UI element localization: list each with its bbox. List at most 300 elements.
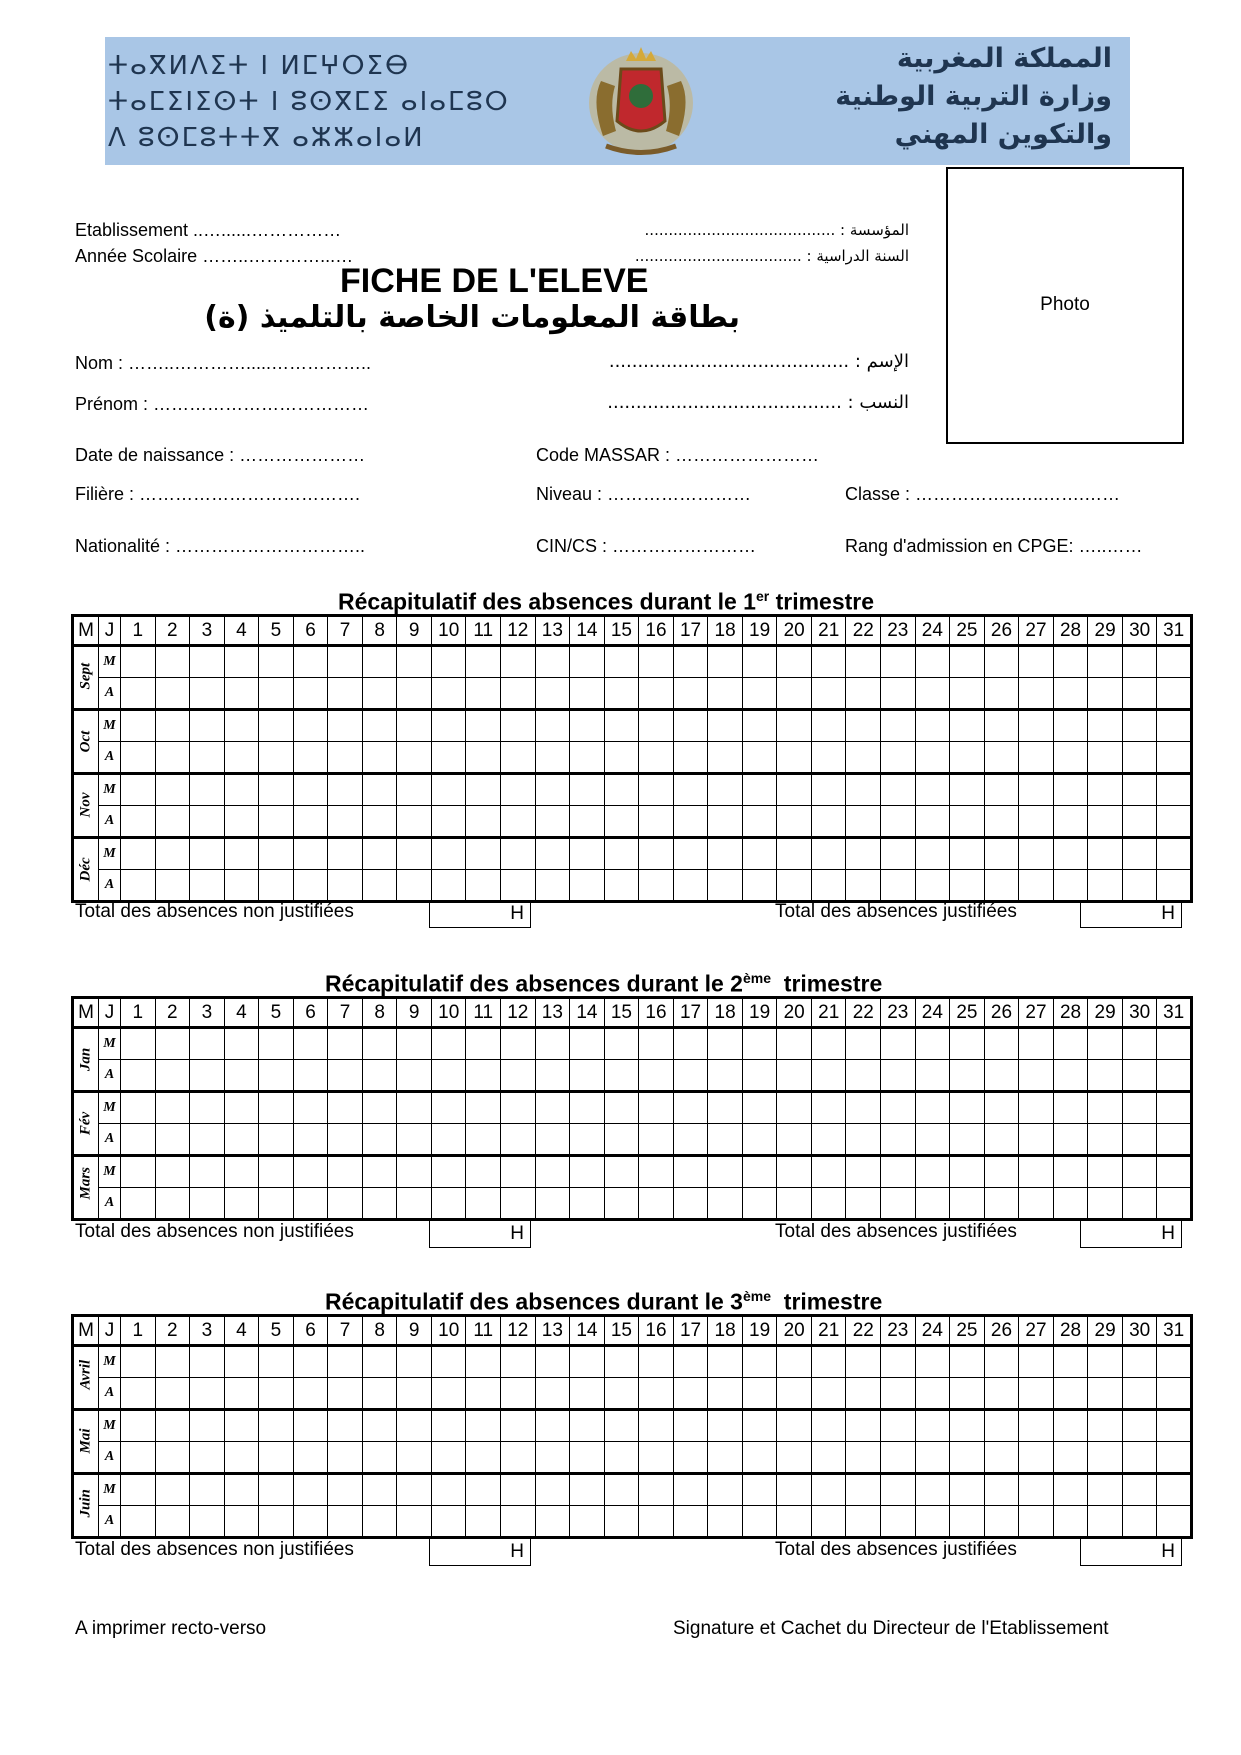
absence-cell[interactable] [362,678,397,710]
absence-cell[interactable] [121,1506,156,1538]
absence-cell[interactable] [604,1410,639,1442]
absence-cell[interactable] [673,742,708,774]
absence-cell[interactable] [639,1028,674,1060]
absence-cell[interactable] [950,1410,985,1442]
absence-cell[interactable] [639,1410,674,1442]
absence-cell[interactable] [1088,1410,1123,1442]
absence-cell[interactable] [466,806,501,838]
absence-cell[interactable] [501,710,536,742]
absence-cell[interactable] [328,1346,363,1378]
absence-cell[interactable] [466,1092,501,1124]
absence-cell[interactable] [604,1442,639,1474]
absence-cell[interactable] [811,1060,846,1092]
absence-cell[interactable] [915,1506,950,1538]
absence-cell[interactable] [121,1474,156,1506]
absence-cell[interactable] [708,870,743,902]
absence-cell[interactable] [1019,806,1054,838]
absence-cell[interactable] [673,774,708,806]
absence-cell[interactable] [881,646,916,678]
absence-cell[interactable] [846,742,881,774]
absence-cell[interactable] [570,870,605,902]
absence-cell[interactable] [742,806,777,838]
absence-cell[interactable] [259,1092,294,1124]
absence-cell[interactable] [535,1506,570,1538]
absence-cell[interactable] [501,1028,536,1060]
absence-cell[interactable] [1122,1506,1157,1538]
absence-cell[interactable] [431,1028,466,1060]
absence-cell[interactable] [846,806,881,838]
absence-cell[interactable] [535,1188,570,1220]
absence-cell[interactable] [984,1442,1019,1474]
absence-cell[interactable] [984,1410,1019,1442]
absence-cell[interactable] [466,1506,501,1538]
absence-cell[interactable] [881,838,916,870]
absence-cell[interactable] [293,1442,328,1474]
absence-cell[interactable] [984,1156,1019,1188]
absence-cell[interactable] [915,1060,950,1092]
absence-cell[interactable] [362,1378,397,1410]
absence-cell[interactable] [190,710,225,742]
absence-cell[interactable] [121,774,156,806]
absence-cell[interactable] [362,806,397,838]
absence-cell[interactable] [501,646,536,678]
absence-cell[interactable] [673,1410,708,1442]
absence-cell[interactable] [639,1124,674,1156]
absence-cell[interactable] [1019,870,1054,902]
absence-cell[interactable] [431,1060,466,1092]
absence-cell[interactable] [1053,1028,1088,1060]
absence-cell[interactable] [259,870,294,902]
absence-cell[interactable] [362,1410,397,1442]
absence-cell[interactable] [1157,1378,1192,1410]
absence-cell[interactable] [950,1188,985,1220]
absence-cell[interactable] [950,1156,985,1188]
absence-cell[interactable] [570,1410,605,1442]
absence-cell[interactable] [1053,1156,1088,1188]
absence-cell[interactable] [1122,1378,1157,1410]
absence-cell[interactable] [1088,1188,1123,1220]
absence-cell[interactable] [293,1092,328,1124]
absence-cell[interactable] [224,1442,259,1474]
absence-cell[interactable] [1053,742,1088,774]
absence-cell[interactable] [604,1092,639,1124]
absence-cell[interactable] [673,1506,708,1538]
absence-cell[interactable] [397,1442,432,1474]
absence-cell[interactable] [535,710,570,742]
absence-cell[interactable] [466,1028,501,1060]
absence-cell[interactable] [466,646,501,678]
absence-cell[interactable] [777,1188,812,1220]
absence-cell[interactable] [950,742,985,774]
absence-cell[interactable] [915,1474,950,1506]
absence-cell[interactable] [501,1188,536,1220]
absence-cell[interactable] [950,806,985,838]
absence-cell[interactable] [1019,838,1054,870]
absence-cell[interactable] [293,1028,328,1060]
total-non-justified-field[interactable]: H [429,1538,531,1566]
absence-cell[interactable] [846,1506,881,1538]
absence-cell[interactable] [1157,646,1192,678]
absence-cell[interactable] [328,1378,363,1410]
absence-cell[interactable] [673,1092,708,1124]
absence-cell[interactable] [708,1188,743,1220]
absence-cell[interactable] [293,678,328,710]
absence-cell[interactable] [673,1188,708,1220]
absence-cell[interactable] [1157,1506,1192,1538]
absence-cell[interactable] [570,742,605,774]
absence-cell[interactable] [777,1028,812,1060]
absence-cell[interactable] [155,742,190,774]
absence-cell[interactable] [466,678,501,710]
absence-cell[interactable] [915,646,950,678]
absence-cell[interactable] [708,1410,743,1442]
absence-cell[interactable] [881,1442,916,1474]
absence-cell[interactable] [362,1028,397,1060]
absence-cell[interactable] [466,870,501,902]
absence-cell[interactable] [915,1188,950,1220]
absence-cell[interactable] [293,1156,328,1188]
absence-cell[interactable] [1053,870,1088,902]
absence-cell[interactable] [708,742,743,774]
absence-cell[interactable] [1019,1124,1054,1156]
absence-cell[interactable] [1122,1124,1157,1156]
absence-cell[interactable] [328,1506,363,1538]
absence-cell[interactable] [811,838,846,870]
absence-cell[interactable] [846,1442,881,1474]
absence-cell[interactable] [570,1092,605,1124]
absence-cell[interactable] [362,1346,397,1378]
absence-cell[interactable] [846,1346,881,1378]
absence-cell[interactable] [915,1124,950,1156]
absence-cell[interactable] [121,1346,156,1378]
absence-cell[interactable] [1088,678,1123,710]
absence-cell[interactable] [431,710,466,742]
absence-cell[interactable] [881,1124,916,1156]
absence-cell[interactable] [1019,1474,1054,1506]
absence-cell[interactable] [501,870,536,902]
absence-cell[interactable] [673,1442,708,1474]
absence-cell[interactable] [466,1474,501,1506]
absence-cell[interactable] [535,774,570,806]
absence-cell[interactable] [742,774,777,806]
absence-cell[interactable] [121,1092,156,1124]
absence-cell[interactable] [1122,1188,1157,1220]
absence-cell[interactable] [259,1442,294,1474]
absence-cell[interactable] [604,870,639,902]
absence-cell[interactable] [846,1124,881,1156]
absence-cell[interactable] [950,710,985,742]
absence-cell[interactable] [535,1060,570,1092]
absence-cell[interactable] [570,1378,605,1410]
absence-cell[interactable] [639,678,674,710]
absence-cell[interactable] [1157,1410,1192,1442]
absence-cell[interactable] [190,1378,225,1410]
absence-cell[interactable] [431,742,466,774]
absence-cell[interactable] [362,1156,397,1188]
absence-cell[interactable] [570,1060,605,1092]
absence-cell[interactable] [190,1474,225,1506]
absence-cell[interactable] [155,1124,190,1156]
absence-cell[interactable] [155,1346,190,1378]
absence-cell[interactable] [1053,646,1088,678]
absence-cell[interactable] [673,678,708,710]
absence-cell[interactable] [431,774,466,806]
absence-cell[interactable] [466,1442,501,1474]
absence-cell[interactable] [1019,1378,1054,1410]
absence-cell[interactable] [535,1156,570,1188]
absence-cell[interactable] [777,678,812,710]
absence-cell[interactable] [742,1028,777,1060]
absence-cell[interactable] [708,1474,743,1506]
absence-cell[interactable] [950,1346,985,1378]
absence-cell[interactable] [501,838,536,870]
absence-cell[interactable] [984,710,1019,742]
absence-cell[interactable] [1088,1378,1123,1410]
absence-cell[interactable] [1157,1156,1192,1188]
absence-cell[interactable] [742,1124,777,1156]
absence-cell[interactable] [950,646,985,678]
absence-cell[interactable] [570,1346,605,1378]
absence-cell[interactable] [1157,742,1192,774]
absence-cell[interactable] [742,838,777,870]
absence-cell[interactable] [224,646,259,678]
absence-cell[interactable] [811,678,846,710]
absence-cell[interactable] [742,1410,777,1442]
absence-cell[interactable] [259,1060,294,1092]
absence-cell[interactable] [846,1410,881,1442]
absence-cell[interactable] [1019,1346,1054,1378]
absence-cell[interactable] [121,1378,156,1410]
absence-cell[interactable] [1122,774,1157,806]
absence-cell[interactable] [639,1092,674,1124]
absence-cell[interactable] [639,742,674,774]
absence-cell[interactable] [639,1442,674,1474]
absence-cell[interactable] [742,1506,777,1538]
absence-cell[interactable] [639,838,674,870]
absence-cell[interactable] [915,1346,950,1378]
absence-cell[interactable] [431,1188,466,1220]
absence-cell[interactable] [224,1506,259,1538]
absence-cell[interactable] [1019,1188,1054,1220]
absence-cell[interactable] [121,646,156,678]
absence-cell[interactable] [431,838,466,870]
absence-cell[interactable] [397,1378,432,1410]
absence-cell[interactable] [155,678,190,710]
absence-cell[interactable] [673,1346,708,1378]
absence-cell[interactable] [570,1506,605,1538]
absence-cell[interactable] [708,1060,743,1092]
absence-cell[interactable] [915,1442,950,1474]
absence-cell[interactable] [1088,774,1123,806]
absence-cell[interactable] [397,1474,432,1506]
absence-cell[interactable] [362,1124,397,1156]
absence-cell[interactable] [1122,1442,1157,1474]
total-non-justified-field[interactable]: H [429,1220,531,1248]
absence-cell[interactable] [121,1442,156,1474]
absence-cell[interactable] [950,678,985,710]
absence-cell[interactable] [570,1156,605,1188]
absence-cell[interactable] [1157,1188,1192,1220]
absence-cell[interactable] [1157,1474,1192,1506]
absence-cell[interactable] [777,1410,812,1442]
absence-cell[interactable] [190,1346,225,1378]
absence-cell[interactable] [915,838,950,870]
absence-cell[interactable] [431,678,466,710]
absence-cell[interactable] [190,646,225,678]
absence-cell[interactable] [535,1442,570,1474]
absence-cell[interactable] [431,1474,466,1506]
total-justified-field[interactable]: H [1080,900,1182,928]
absence-cell[interactable] [328,1442,363,1474]
absence-cell[interactable] [293,1188,328,1220]
absence-cell[interactable] [1019,1506,1054,1538]
absence-cell[interactable] [984,1506,1019,1538]
absence-cell[interactable] [397,1410,432,1442]
absence-cell[interactable] [362,1474,397,1506]
absence-cell[interactable] [259,1506,294,1538]
absence-cell[interactable] [1157,806,1192,838]
absence-cell[interactable] [1122,870,1157,902]
absence-cell[interactable] [742,678,777,710]
total-non-justified-field[interactable]: H [429,900,531,928]
absence-cell[interactable] [190,1156,225,1188]
absence-cell[interactable] [811,1346,846,1378]
absence-cell[interactable] [708,1156,743,1188]
absence-cell[interactable] [466,1410,501,1442]
absence-cell[interactable] [259,1378,294,1410]
absence-cell[interactable] [121,1156,156,1188]
absence-cell[interactable] [1019,1410,1054,1442]
absence-cell[interactable] [328,1188,363,1220]
absence-cell[interactable] [362,1506,397,1538]
absence-cell[interactable] [846,838,881,870]
absence-cell[interactable] [950,1124,985,1156]
absence-cell[interactable] [397,774,432,806]
absence-cell[interactable] [915,1410,950,1442]
absence-cell[interactable] [673,646,708,678]
absence-cell[interactable] [535,1410,570,1442]
absence-cell[interactable] [431,806,466,838]
absence-cell[interactable] [501,1442,536,1474]
absence-cell[interactable] [881,1156,916,1188]
absence-cell[interactable] [604,1378,639,1410]
absence-cell[interactable] [121,742,156,774]
absence-cell[interactable] [328,1410,363,1442]
absence-cell[interactable] [811,1124,846,1156]
absence-cell[interactable] [950,1028,985,1060]
absence-cell[interactable] [121,1028,156,1060]
absence-cell[interactable] [777,1346,812,1378]
absence-cell[interactable] [1157,678,1192,710]
absence-cell[interactable] [362,870,397,902]
absence-cell[interactable] [570,838,605,870]
absence-cell[interactable] [190,1060,225,1092]
absence-cell[interactable] [1088,870,1123,902]
absence-cell[interactable] [639,870,674,902]
absence-cell[interactable] [431,1378,466,1410]
absence-cell[interactable] [881,806,916,838]
absence-cell[interactable] [846,1378,881,1410]
absence-cell[interactable] [224,1378,259,1410]
absence-cell[interactable] [604,710,639,742]
absence-cell[interactable] [777,1156,812,1188]
absence-cell[interactable] [224,806,259,838]
absence-cell[interactable] [362,1092,397,1124]
absence-cell[interactable] [570,774,605,806]
absence-cell[interactable] [1157,1346,1192,1378]
absence-cell[interactable] [742,742,777,774]
absence-cell[interactable] [846,646,881,678]
absence-cell[interactable] [950,1506,985,1538]
absence-cell[interactable] [1019,742,1054,774]
absence-cell[interactable] [293,1410,328,1442]
absence-cell[interactable] [673,806,708,838]
absence-cell[interactable] [1157,1028,1192,1060]
absence-cell[interactable] [881,1188,916,1220]
absence-cell[interactable] [190,1506,225,1538]
absence-cell[interactable] [570,1474,605,1506]
absence-cell[interactable] [1053,1124,1088,1156]
absence-cell[interactable] [466,838,501,870]
absence-cell[interactable] [984,1474,1019,1506]
absence-cell[interactable] [673,1474,708,1506]
absence-cell[interactable] [190,838,225,870]
absence-cell[interactable] [293,1060,328,1092]
absence-cell[interactable] [293,838,328,870]
absence-cell[interactable] [915,678,950,710]
absence-cell[interactable] [224,678,259,710]
absence-cell[interactable] [224,1346,259,1378]
absence-cell[interactable] [881,1092,916,1124]
absence-cell[interactable] [708,678,743,710]
absence-cell[interactable] [121,838,156,870]
absence-cell[interactable] [846,870,881,902]
absence-cell[interactable] [155,1474,190,1506]
absence-cell[interactable] [1088,838,1123,870]
absence-cell[interactable] [224,1028,259,1060]
absence-cell[interactable] [1157,870,1192,902]
absence-cell[interactable] [1122,1474,1157,1506]
absence-cell[interactable] [1053,1506,1088,1538]
absence-cell[interactable] [1157,774,1192,806]
absence-cell[interactable] [121,1124,156,1156]
absence-cell[interactable] [604,1028,639,1060]
absence-cell[interactable] [155,870,190,902]
absence-cell[interactable] [881,710,916,742]
absence-cell[interactable] [155,646,190,678]
absence-cell[interactable] [673,1028,708,1060]
absence-cell[interactable] [362,710,397,742]
absence-cell[interactable] [1053,1092,1088,1124]
absence-cell[interactable] [604,838,639,870]
absence-cell[interactable] [1053,1378,1088,1410]
absence-cell[interactable] [155,838,190,870]
absence-cell[interactable] [915,806,950,838]
absence-cell[interactable] [259,1188,294,1220]
absence-cell[interactable] [431,646,466,678]
absence-cell[interactable] [259,1346,294,1378]
absence-cell[interactable] [984,1092,1019,1124]
absence-cell[interactable] [915,774,950,806]
absence-cell[interactable] [397,678,432,710]
absence-cell[interactable] [604,1124,639,1156]
absence-cell[interactable] [1157,1092,1192,1124]
absence-cell[interactable] [811,710,846,742]
absence-cell[interactable] [1053,678,1088,710]
absence-cell[interactable] [397,806,432,838]
absence-cell[interactable] [1053,1188,1088,1220]
absence-cell[interactable] [1157,710,1192,742]
